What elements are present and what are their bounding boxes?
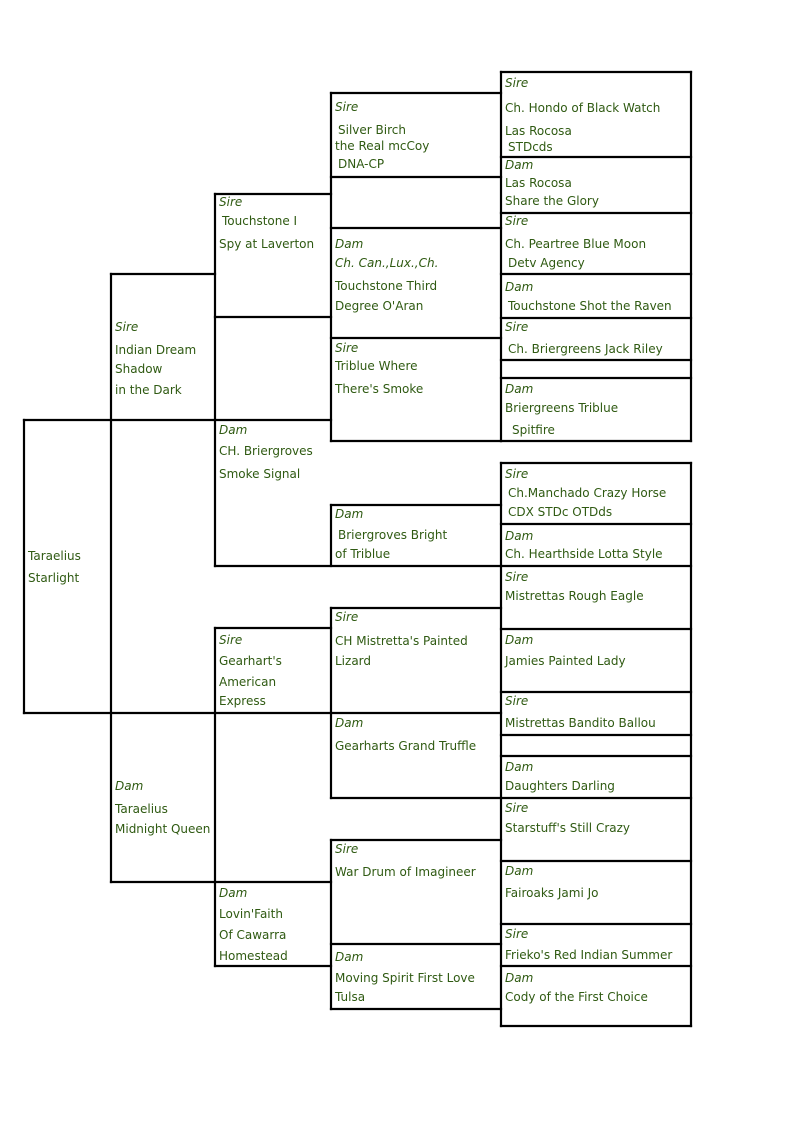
sdd-label: Dam [335,507,364,521]
sdss-name-line1: Ch. Briergreens Jack Riley [508,342,663,356]
dss-name-line1: CH Mistretta's Painted [335,634,468,648]
ssds-label: Sire [505,214,529,228]
sdd-name-line2: of Triblue [335,547,391,561]
sdsd-label: Dam [505,382,534,396]
ddds-label: Sire [505,927,529,941]
dsdd-label: Dam [505,760,534,774]
dds-label: Sire [335,842,359,856]
ds-name-line2: American [219,675,277,689]
ddss-label: Sire [505,801,529,815]
sdsd-name-line2: Spitfire [512,423,555,437]
ss-label: Sire [219,195,243,209]
ddd-name-line1: Moving Spirit First Love [335,971,475,985]
ssdd-label: Dam [505,280,534,294]
sire-name-line1: Indian Dream [115,343,197,357]
sds-name-line1: Triblue Where [335,359,418,373]
dsss-label: Sire [505,570,529,584]
ssss-name-line3: STDcds [508,140,553,154]
ssd-name-line2: Touchstone Third [335,279,438,293]
dss-name-line2: Lizard [335,654,372,668]
dddd-label: Dam [505,971,534,985]
dam-label: Dam [115,779,144,793]
ssds-name-line1: Ch. Peartree Blue Moon [505,237,647,251]
ssd-name-line1: Ch. Can.,Lux.,Ch. [335,256,439,270]
dog-name-line1: Taraelius [28,549,81,563]
sds-name-line2: There's Smoke [335,382,424,396]
ssss-label: Sire [505,76,529,90]
dsds-label: Sire [505,694,529,708]
ddsd-name-line1: Fairoaks Jami Jo [505,886,599,900]
sss-name-line1: Silver Birch [338,123,406,137]
sss-label: Sire [335,100,359,114]
ssds-name-line2: Detv Agency [508,256,585,270]
sdd-name-line1: Briergroves Bright [338,528,448,542]
ssdd-name-line1: Touchstone Shot the Raven [508,299,672,313]
sd-label: Dam [219,423,248,437]
ds-name-line1: Gearhart's [219,654,282,668]
dddd-name-line1: Cody of the First Choice [505,990,648,1004]
sdds-label: Sire [505,467,529,481]
sssd-name-line2: Share the Glory [505,194,599,208]
dd-name-line3: Homestead [219,949,288,963]
dsdd-name-line1: Daughters Darling [505,779,615,793]
sire-name-line3: in the Dark [115,383,182,397]
sss-name-line3: DNA-CP [338,157,385,171]
sire-name-line2: Shadow [115,362,163,376]
sssd-label: Dam [505,158,534,172]
dsss-name-line1: Mistrettas Rough Eagle [505,589,644,603]
ds-name-line3: Express [219,694,266,708]
ss-name-line1: Touchstone I [222,214,298,228]
sd-name-line2: Smoke Signal [219,467,301,481]
dsd-name-line1: Gearharts Grand Truffle [335,739,477,753]
sdds-name-line2: CDX STDc OTDds [508,505,613,519]
ddd-name-line2: Tulsa [335,990,366,1004]
sdsd-name-line1: Briergreens Triblue [505,401,619,415]
dss-label: Sire [335,610,359,624]
sddd-label: Dam [505,529,534,543]
dds-name-line1: War Drum of Imagineer [335,865,476,879]
ss-name-line2: Spy at Laverton [219,237,315,251]
sssd-name-line1: Las Rocosa [505,176,572,190]
dsd-label: Dam [335,716,364,730]
ddss-name-line1: Starstuff's Still Crazy [505,821,631,835]
sds-label: Sire [335,341,359,355]
dssd-name-line1: Jamies Painted Lady [505,654,626,668]
dam-name-line1: Taraelius [115,802,168,816]
ddds-name-line1: Frieko's Red Indian Summer [505,948,673,962]
ds-label: Sire [219,633,243,647]
dog-name-line2: Starlight [28,571,80,585]
ssd-name-line3: Degree O'Aran [335,299,424,313]
sire-label: Sire [115,320,139,334]
dd-name-line1: Lovin'Faith [219,907,283,921]
ddd-label: Dam [335,950,364,964]
sddd-name-line1: Ch. Hearthside Lotta Style [505,547,663,561]
ddsd-label: Dam [505,864,534,878]
sss-name-line2: the Real mcCoy [335,139,430,153]
ssss-name-line1: Ch. Hondo of Black Watch [505,101,661,115]
sd-name-line1: CH. Briergroves [219,444,313,458]
sdds-name-line1: Ch.Manchado Crazy Horse [508,486,667,500]
sdss-label: Sire [505,320,529,334]
ssd-label: Dam [335,237,364,251]
dd-name-line2: Of Cawarra [219,928,287,942]
dam-name-line2: Midnight Queen [115,822,211,836]
dssd-label: Dam [505,633,534,647]
dd-label: Dam [219,886,248,900]
dsds-name-line1: Mistrettas Bandito Ballou [505,716,656,730]
ssss-name-line2: Las Rocosa [505,124,572,138]
